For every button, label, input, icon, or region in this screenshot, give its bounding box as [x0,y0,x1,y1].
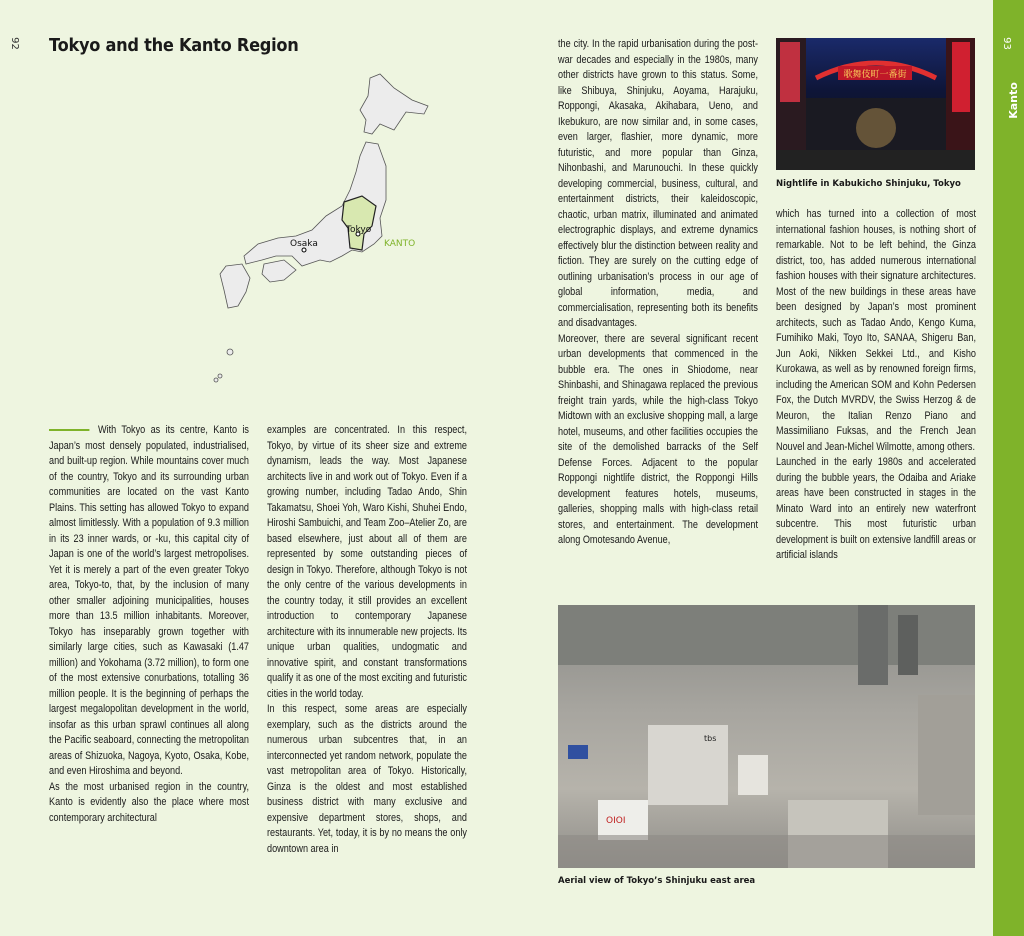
text-column-2 [267,423,467,857]
photo-caption: Aerial view of Tokyo’s Shinjuku east area [558,876,756,886]
oioi-sign: OIOI [606,816,626,826]
paragraph: Launched in the early 1980s and accelerated during the bubble years, the Odaiba and Ariake areas have been constructed in stages in the Minato Ward into an entirely new waterfront subcentre. This most futuristic urban development is built on extensive landfill areas or artificial islands [776,456,976,561]
kyushu [220,264,250,308]
hokkaido [360,74,428,134]
section-tab [993,80,1024,120]
photo-shinjuku-aerial [558,605,975,868]
paragraph: As the most urbanised region in the country, Kanto is evidently also the place where most contemporary architectural [49,780,249,824]
section-tab-label: Kanto [1006,82,1020,119]
japan-map [180,60,440,400]
page-title: Tokyo and the Kanto Region [49,35,299,56]
section-rule [49,429,89,431]
text-column-4 [776,207,976,564]
kanto-label: KANTO [384,239,416,249]
section-tab-bar [993,0,1024,936]
paragraph: which has turned into a collection of most international fashion houses, is nothing short of remarkable. Not to be left behind, the Ginza district, too, has added numerous international fashion houses with their signature architectures. Most of the new buildings in these areas have been designed by Japan’s most prominent architects, such as Tadao Ando, Kengo Kuma, Fumihiko Maki, Toyo Ito, SANAA, Shigeru Ban, Jun Aoki, Nikken Sekkei Ltd., and Kisho Kurokawa, as well as by renowned foreign firms, including the American SOM and Kohn Pedersen Fox, the Dutch MVRDV, the Swiss Herzog & de Meuron, the Italian Renzo Piano and Massimiliano Fuksas, and the French Jean Nouvel and Jean-Michel Wilmotte, among others. [776,208,976,453]
paragraph: the city. In the rapid urbanisation during the post-war decades and especially in the 1980s, many other districts have grown to this status. Some, like Shibuya, Shinjuku, Aoyama, Harajuku, Roppongi, Akasaka, Akihabara, Ueno, and Ikebukuro, are now similar and, in some cases, even larger, flashier, more dynamic, more futuristic, and more popular than Ginza, Nihonbashi, and Marunouchi. In these quickly developing commercial, business, cultural, and entertainment districts, their kaleidoscopic, chaotic, urban matrix, illuminated and animated electrographic displays, and extreme dynamics effectively blur the distinction between reality and fiction. They are surely on the cutting edge of outlining urbanisation’s process in our age of global information, media, and commercialisation, representing both its benefits and disadvantages. [558,38,758,329]
paragraph: examples are concentrated. In this respect, Tokyo, by virtue of its sheer size and extreme dynamism, leads the way. Most Japanese architects live in and work out of Tokyo. Even if a growing number, including Tadao Ando, Shin Takamatsu, Shoei Yoh, Waro Kishi, Shuhei Endo, Hiroshi Sambuichi, and Team Zoo–Atelier Zo, are based elsewhere, just about all of them are represented by some outstanding pieces of design in Tokyo. Therefore, although Tokyo is not the only centre of the various developments in the country today, it still provides an excellent introduction to contemporary Japanese architecture with its innumerable new projects. Its unique urban qualities, undogmatic and innovative spirit, and constant transformations qualify it as one of the most exciting and futuristic cities in the world today. [267,424,467,700]
photo-kabukicho-nightlife [776,38,975,170]
tokyo-label: Tokyo [346,225,372,235]
paragraph: Moreover, there are several significant recent urban developments that commenced in the bubble era. The ones in Shiodome, near Shinbashi, and Shinagawa replaced the previous freight train yards, while the high-class Tokyo Midtown with an exclusive shopping mall, a large hotel, museums, and other facilities occupies the site of the demolished barracks of the Self Defense Forces. Adjacent to the popular Roppongi nightlife district, the Roppongi Hills development features hotels, museums, galleries, shopping malls with high-class retail stores, and entertainment. The development along Omotesando Avenue, [558,332,758,546]
kabukicho-sign: 歌舞伎町一番街 [843,70,907,80]
osaka-label: Osaka [290,239,318,249]
tbs-sign: tbs [704,734,717,743]
text-column-1 [49,423,249,826]
page-number-left: 92 [8,37,20,50]
photo-caption: Nightlife in Kabukicho Shinjuku, Tokyo [776,179,961,189]
paragraph: With Tokyo as its centre, Kanto is Japan’s most densely populated, industrialised, and built-up region. While mountains cover much of the country, Tokyo and its surrounding urban communities are located on the vast Kanto Plains. This setting has allowed Tokyo to expand almost limitlessly. With a population of 9.3 million in its 23 inner wards, or -ku, this capital city of Japan is one of the world’s largest metropolises. Yet it is merely a part of the even greater Tokyo area, Tokyo-to, that, by the inclusion of many other smaller adjoining municipalities, houses more than 13.5 million inhabitants. Moreover, Tokyo has inseparably grown together with similarly large cities, such as Kawasaki (1.47 million) and Yokohama (3.72 million), to form one of the most extensive conurbations, totalling 36 million people. It is the beginning of perhaps the largest megalopolitan development in the world, insofar as this urban sprawl continues all along the Pacific seaboard, connecting the metropolitan areas of Shizuoka, Nagoya, Kyoto, Osaka, Kobe, and even Hiroshima and beyond. [49,424,249,777]
paragraph: In this respect, some areas are especially exemplary, such as the districts around the numerous urban subcentres that, in an interconnected yet random network, populate the vast metropolitan area of Tokyo. Historically, Ginza is the oldest and most established business district with many exclusive and expensive department stores, shops, and restaurants. Yet, today, it is by no means the only downtown area in [267,703,467,855]
text-column-3 [558,37,758,549]
page-number-right: 93 [1000,37,1012,50]
shikoku [262,260,296,282]
